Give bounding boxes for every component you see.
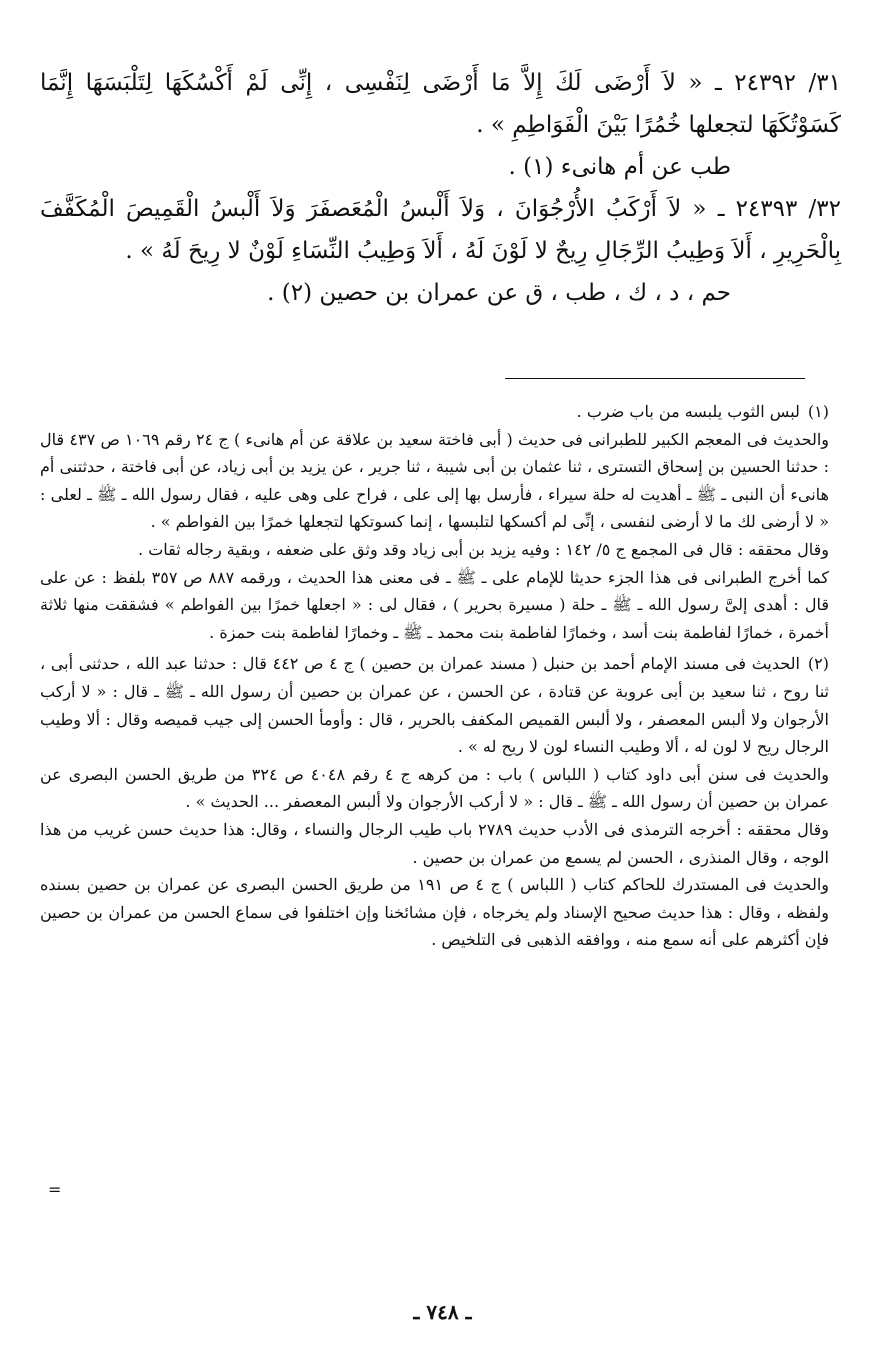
main-text [40,62,841,314]
footnote-paragraph: الحديث فى مسند الإمام أحمد بن حنبل ( مسند عمران بن حصين ) ج ٤ ص ٤٤٢ قال : حدثنا عبد الله ، حدثنى أبى ، ثنا روح ، ثنا سعيد بن أبى عروبة عن قتادة ، عن الحسن ، عن عمران بن حصين أن رسول الله ـ ﷺ ـ قال : « لا أركب الأرجوان ولا ألبس المعصفر ، ولا ألبس القميص المكفف بالحرير ، قال : وأومأ الحسن إلى جيب قميصه وقال : ألا وطيب الرجال ريح لا لون له ، ألا وطيب النساء لون لا ريح له » . [40,654,830,757]
footnote-paragraph: كما أخرج الطبرانى فى هذا الجزء حديثا للإمام على ـ ﷺ ـ فى معنى هذا الحديث ، ورقمه ٨٨٧ ص ٣٥٧ بلفظ : عن على قال : أهدى إلىَّ رسول الله ـ ﷺ ـ حلة ( مسيرة بحرير ) ، فقال لى : « اجعلها خمرًا بين الفواطم » فشققت منها ثلاثة أخمرة ، خمارًا لفاطمة بنت أسد ، وخمارًا لفاطمة بنت محمد ـ ﷺ ـ وخمارًا لفاطمة بنت حمزة . [40,567,830,642]
hadith-source: طب عن أم هانىء (١) . [508,154,731,180]
hadith-number: ٣١/ ٢٤٣٩٢ ـ [714,70,842,96]
footnote-number: (١) [807,402,829,421]
footnote-paragraph: وقال محققه : أخرجه الترمذى فى الأدب حديث ٢٧٨٩ باب طيب الرجال والنساء ، وقال: هذا حديث حسن غريب من هذا الوجه ، وقال المنذرى ، الحسن لم يسمع من عمران بن حصين . [40,819,829,867]
footnote-1 [40,398,845,426]
footnote-paragraph: والحديث فى سنن أبى داود كتاب ( اللباس ) باب : من كرهه ج ٤ رقم ٤٠٤٨ ص ٣٢٤ من طريق الحسن البصرى عن عمران بن حصين أن رسول الله ـ ﷺ ـ قال : « لا أركب الأرجوان ولا ألبس المعصفر ... الحديث » . [40,764,830,812]
footnotes [40,398,845,954]
footnote-paragraph: والحديث فى المستدرك للحاكم كتاب ( اللباس ) ج ٤ ص ١٩١ من طريق الحسن البصرى عن عمران بن حصين بسنده ولفظه ، وقال : هذا حديث صحيح الإسناد ولم يخرجاه ، فإن مشائخنا وإن اختلفوا فى سماع الحسن من عمران بن حصين فإن أكثرهم على أنه سمع منه ، ووافقه الذهبى فى التلخيص . [40,875,830,950]
footnote-paragraph: وقال محققه : قال فى المجمع ج ٥/ ١٤٢ : وفيه يزيد بن أبى زياد وقد وثق على ضعفه ، وبقية رجاله ثقات . [138,539,829,559]
footnote-number: (٢) [807,654,829,674]
hadith-text: « لاَ أَرْكَبُ الأُرْجُوَانَ ، وَلاَ أَلْبسُ الْمُعَصفَرَ وَلاَ أَلْبسُ الْقَمِيصَ الْمُكَفَّفَ بِالْحَرِيرِ ، أَلاَ وَطِيبُ الرِّجَالِ رِيحٌ لا لَوْنَ لَهُ ، أَلاَ وَطِيبُ النِّسَاءِ لَوْنٌ لا رِيحَ لَهُ » . [40,196,841,264]
footnote-paragraph: لبس الثوب يلبسه من باب ضرب . [576,402,800,421]
footnote-paragraph: والحديث فى المعجم الكبير للطبرانى فى حديث ( أبى فاختة سعيد بن علاقة عن أم هانىء ) ج ٢٤ رقم ١٠٦٩ ص ٤٣٧ قال : حدثنا الحسين بن إسحاق التسترى ، ثنا عثمان بن أبى شيبة ، ثنا جرير ، عن يزيد بن أبى زياد، عن أبى فاختة ، حدثتنى أم هانىء أن النبى ـ ﷺ ـ أهديت له حلة سيراء ، فأرسل بها إلى على ، فراح على وهى عليه ، فقال رسول الله ـ ﷺ ـ لعلى : « لا أرضى لك ما لا أرضى لنفسى ، إنِّى لم أكسكها لتلبسها ، إنما كسوتكها لتجعلها خمرًا بين الفواطم » . [40,429,830,532]
page-number: ـ ٧٤٨ ـ [413,1300,472,1324]
footnote-separator [505,378,805,379]
hadith-number: ٣٢/ ٢٤٣٩٣ ـ [717,196,842,222]
hadith-31 [40,62,841,146]
hadith-32 [40,188,841,272]
footnote-2 [40,650,845,760]
hadith-source: حم ، د ، ك ، طب ، ق عن عمران بن حصين (٢) . [267,280,731,306]
hadith-text: « لاَ أَرْضَى لَكَ إِلاَّ مَا أَرْضَى لِنَفْسِى ، إِنِّى لَمْ أَكْسُكَهَا لِتَلْبَسَهَا إِنَّمَا كَسَوْتُكَهَا لتجعلها خُمُرًا بَيْنَ الْفَوَاطِمِ » . [40,70,841,138]
continuation-mark: = [48,1180,62,1199]
